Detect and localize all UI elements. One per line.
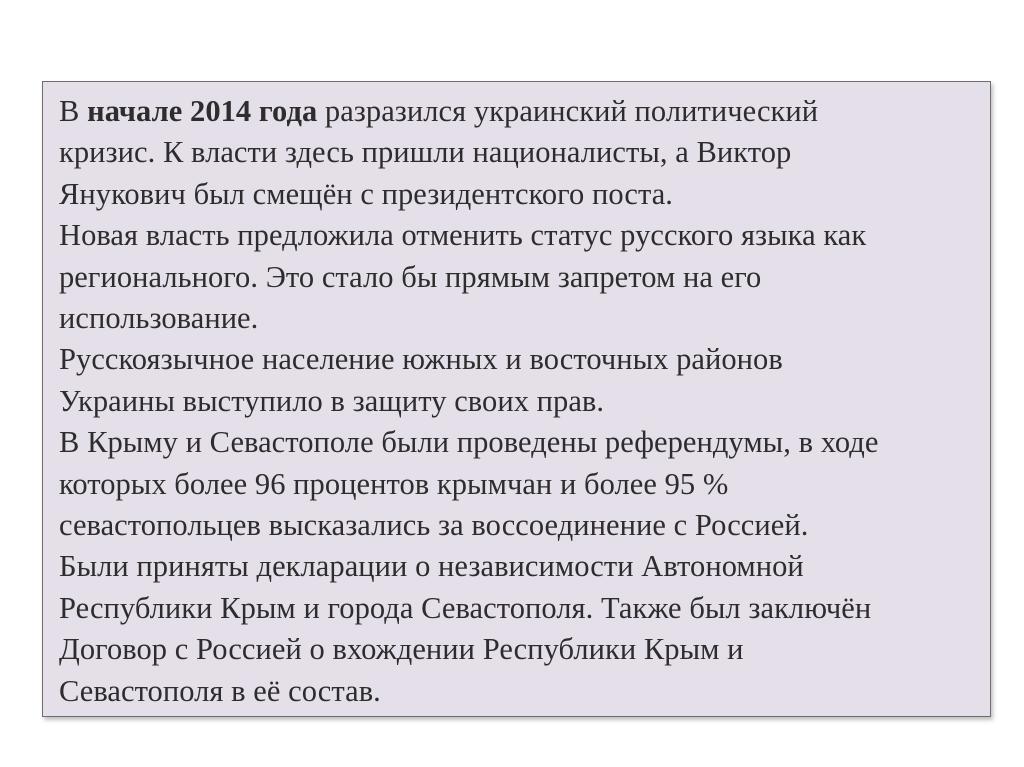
text-line-2: кризис. К власти здесь пришли националисты, а Виктор — [59, 135, 792, 170]
text-line-6: использование. — [59, 301, 259, 336]
text-line-8: Украины выступило в защиту своих прав. — [59, 383, 605, 418]
text-line-15: Севастополя в её состав. — [59, 673, 381, 708]
text-line-3: Янукович был смещён с президентского поста. — [59, 176, 673, 211]
text-line-10: которых более 96 процентов крымчан и более 95 % — [59, 466, 729, 501]
text-line-1 — [59, 91, 976, 132]
text-line-14: Договор с Россией о вхождении Республики Крым и — [59, 632, 744, 667]
text-line-9: В Крыму и Севастополе были проведены референдумы, в ходе — [59, 425, 879, 460]
text-line-12: Были приняты декларации о независимости Автономной — [59, 549, 804, 584]
line-1-bold-phrase: начале 2014 года — [87, 94, 318, 128]
text-line-4: Новая власть предложила отменить статус русского языка как — [59, 218, 867, 253]
text-line-11: севастопольцев высказались за воссоединение с Россией. — [59, 508, 809, 543]
text-line-5: регионального. Это стало бы прямым запретом на его — [59, 259, 762, 294]
text-box — [42, 81, 991, 717]
body-text — [59, 91, 976, 712]
text-line-7: Русскоязычное население южных и восточных районов — [59, 342, 783, 377]
line-1-prefix: В — [59, 94, 88, 128]
line-1-suffix: разразился украинский политический — [317, 94, 819, 128]
text-line-13: Республики Крым и города Севастополя. Также был заключён — [59, 590, 872, 625]
